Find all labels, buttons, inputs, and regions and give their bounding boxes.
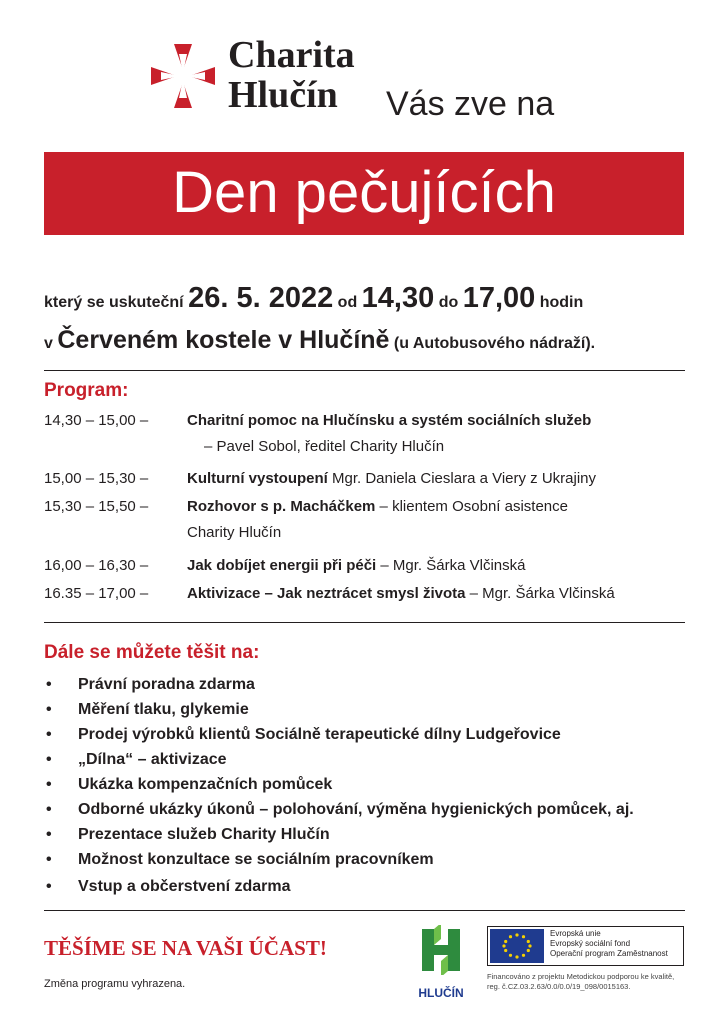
bullet-icon: •	[46, 776, 52, 793]
event-date-line	[44, 282, 583, 315]
from-word: od	[337, 294, 358, 311]
bullet-icon: •	[46, 726, 52, 743]
hours-word: hodin	[539, 294, 584, 311]
place-note: (u Autobusového nádraží).	[393, 335, 596, 352]
footer-greeting: TĚŠÍME SE NA VAŠI ÚČAST!	[44, 936, 327, 960]
program-item-5-rest: – Mgr. Šárka Vlčinská	[465, 585, 615, 602]
charita-cross-icon	[148, 40, 218, 112]
bullet-icon: •	[46, 851, 52, 868]
list-item: • Prezentace služeb Charity Hlučín	[46, 826, 330, 843]
to-word: do	[438, 294, 459, 311]
brand-line-2: Hlučín	[228, 74, 338, 116]
lead-text: který se uskuteční	[44, 294, 184, 311]
list-item: • Právní poradna zdarma	[46, 676, 255, 693]
bullet-icon: •	[46, 676, 52, 693]
place-prefix: v	[44, 335, 53, 352]
list-item: • Možnost konzultace se sociálním pracovníkem	[46, 851, 434, 868]
program-item-2	[187, 470, 596, 487]
eu-funding-logo	[487, 926, 684, 966]
eu-flag-icon	[490, 929, 544, 963]
program-item-3	[187, 498, 568, 515]
time-from: 14,30	[361, 282, 435, 314]
extras-title: Dále se můžete těšit na:	[44, 642, 260, 663]
program-item-3-rest: – klientem Osobní asistence	[375, 498, 568, 515]
program-title: Program:	[44, 380, 129, 401]
event-place: Červeném kostele v Hlučíně	[57, 326, 390, 354]
divider	[44, 910, 685, 911]
program-item-4-rest: – Mgr. Šárka Vlčinská	[376, 557, 526, 574]
bullet-icon: •	[46, 878, 52, 895]
program-item-5-bold: Aktivizace – Jak neztrácet smysl života	[187, 585, 466, 602]
program-time-4: 16,00 – 16,30 –	[44, 557, 149, 574]
funding-fine-print: Financováno z projektu Metodickou podporou ke kvalitě, reg. č.CZ.03.2.63/0.0/0.0/19_098/0015163.	[487, 972, 675, 991]
list-item: • Prodej výrobků klientů Sociálně terapeutické dílny Ludgeřovice	[46, 726, 561, 743]
program-item-5	[187, 585, 615, 602]
footer-note: Změna programu vyhrazena.	[44, 978, 186, 990]
program-item-2-bold: Kulturní vystoupení	[187, 470, 328, 487]
brand-line-1: Charita	[228, 34, 355, 76]
list-item: • Měření tlaku, glykemie	[46, 701, 249, 718]
list-item: • Odborné ukázky úkonů – polohování, výměna hygienických pomůcek, aj.	[46, 801, 634, 818]
program-item-1-bold: Charitní pomoc na Hlučínsku a systém sociálních služeb	[187, 412, 592, 429]
program-time-3: 15,30 – 15,50 –	[44, 498, 149, 515]
event-date: 26. 5. 2022	[188, 282, 334, 314]
time-to: 17,00	[462, 282, 536, 314]
program-time-5: 16.35 – 17,00 –	[44, 585, 149, 602]
hlucin-city-logo	[412, 925, 470, 1000]
program-time-1: 14,30 – 15,00 –	[44, 412, 149, 429]
program-time-2: 15,00 – 15,30 –	[44, 470, 149, 487]
title-banner	[44, 152, 684, 235]
divider	[44, 622, 685, 623]
hlucin-h-icon	[412, 925, 470, 975]
program-item-1-line2: – Pavel Sobol, ředitel Charity Hlučín	[204, 438, 445, 455]
list-item: • Ukázka kompenzačních pomůcek	[46, 776, 333, 793]
list-item: • Vstup a občerstvení zdarma	[46, 878, 291, 895]
event-place-line	[44, 326, 595, 355]
program-item-2-rest: Mgr. Daniela Cieslara a Viery z Ukrajiny	[327, 470, 596, 487]
bullet-icon: •	[46, 826, 52, 843]
bullet-icon: •	[46, 751, 52, 768]
bullet-icon: •	[46, 701, 52, 718]
divider	[44, 370, 685, 371]
bullet-icon: •	[46, 801, 52, 818]
program-item-4-bold: Jak dobíjet energii při péči	[187, 557, 377, 574]
program-item-3-bold: Rozhovor s p. Macháčkem	[187, 498, 376, 515]
city-logo-text: HLUČÍN	[418, 986, 464, 1000]
list-item: • „Dílna“ – aktivizace	[46, 751, 227, 768]
program-item-3-line2: Charity Hlučín	[187, 524, 282, 541]
event-title: Den pečujících	[172, 160, 556, 225]
invite-text: Vás zve na	[386, 85, 555, 123]
eu-text: Evropská unie Evropský sociální fond Operační program Zaměstnanost	[550, 929, 668, 958]
program-item-1	[187, 412, 591, 429]
program-item-4	[187, 557, 525, 574]
brand-name	[228, 36, 355, 116]
